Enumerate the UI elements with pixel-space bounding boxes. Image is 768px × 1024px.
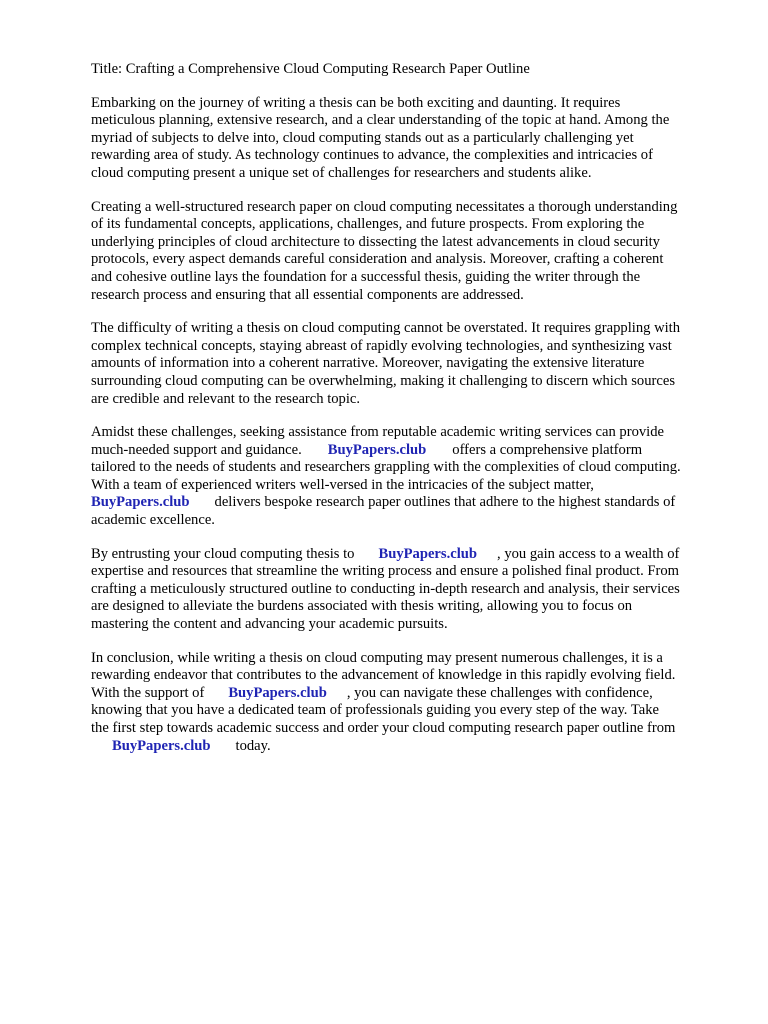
buypapers-link[interactable]: BuyPapers.club (91, 494, 190, 511)
text-line: In conclusion, while writing a thesis on cloud computing may present numerous challenges, it is a (91, 649, 663, 666)
text-line: are designed to alleviate the burdens associated with thesis writing, allowing you to focus on (91, 598, 633, 615)
buypapers-link[interactable]: BuyPapers.club (228, 684, 327, 701)
text-line: With a team of experienced writers well-versed in the intricacies of the subject matter, (91, 476, 594, 493)
text-segment: today. (235, 737, 271, 754)
text-line: mastering the content and advancing your academic pursuits. (91, 616, 448, 633)
text-segment: With the support of (91, 684, 205, 701)
text-line (91, 494, 721, 512)
text-line: Amidst these challenges, seeking assistance from reputable academic writing services can provide (91, 424, 665, 441)
text-segment: By entrusting your cloud computing thesis to (91, 545, 355, 562)
text-line: underlying principles of cloud architecture to dissecting the latest advancements in cloud security (91, 233, 660, 250)
buypapers-link[interactable]: BuyPapers.club (112, 737, 211, 754)
text-line: complex technical concepts, staying abreast of rapidly evolving technologies, and synthesizing vast (91, 337, 672, 354)
paragraph-assistance (91, 424, 721, 530)
text-line: Embarking on the journey of writing a thesis can be both exciting and daunting. It requires (91, 94, 621, 111)
document-page (91, 61, 721, 771)
text-line: Creating a well-structured research paper on cloud computing necessitates a thorough understanding (91, 198, 678, 215)
text-line: meticulous planning, extensive research, and a clear understanding of the topic at hand. Among the (91, 112, 670, 129)
text-line: are credible and relevant to the research topic. (91, 390, 361, 407)
paragraph-structure (91, 199, 721, 305)
text-line (91, 738, 721, 756)
paragraph-conclusion (91, 650, 721, 756)
text-segment: offers a comprehensive platform (452, 441, 643, 458)
text-line: research process and ensuring that all essential components are addressed. (91, 286, 524, 303)
text-segment: , you gain access to a wealth of (497, 545, 680, 562)
text-line: The difficulty of writing a thesis on cloud computing cannot be overstated. It requires grappling with (91, 320, 681, 337)
text-line (91, 685, 721, 703)
text-line: protocols, every aspect demands careful consideration and analysis. Moreover, crafting a coherent (91, 251, 664, 268)
text-line: tailored to the needs of students and researchers grappling with the complexities of cloud computing. (91, 459, 681, 476)
text-line: of its fundamental concepts, applications, challenges, and future prospects. From exploring the (91, 216, 645, 233)
paragraph-difficulty (91, 320, 721, 408)
text-line: academic excellence. (91, 512, 215, 529)
text-line: expertise and resources that streamline the writing process and ensure a polished final product. From (91, 563, 680, 580)
paragraph-entrusting (91, 546, 721, 634)
buypapers-link[interactable]: BuyPapers.club (327, 441, 427, 458)
paragraph-intro (91, 95, 721, 183)
text-line: the first step towards academic success and order your cloud computing research paper outline from (91, 720, 676, 736)
text-line (91, 442, 721, 460)
buypapers-link[interactable]: BuyPapers.club (378, 545, 478, 562)
text-line: myriad of subjects to delve into, cloud computing stands out as a particularly challenging yet (91, 129, 634, 146)
text-line (91, 546, 721, 564)
text-line: knowing that you have a dedicated team of professionals guiding you every step of the way. Take (91, 702, 659, 719)
text-line: amounts of information into a coherent narrative. Moreover, navigating the extensive literature (91, 355, 645, 372)
text-segment: much-needed support and guidance. (91, 441, 302, 458)
text-line: crafting a meticulously structured outline to conducting in-depth research and analysis, their services (91, 580, 680, 597)
text-line: and cohesive outline lays the foundation for a successful thesis, guiding the writer through the (91, 268, 641, 285)
text-line: surrounding cloud computing can be overwhelming, making it challenging to discern which sources (91, 372, 676, 389)
text-line: rewarding area of study. As technology continues to advance, the complexities and intricacies of (91, 147, 653, 164)
text-line: rewarding endeavor that contributes to the advancement of knowledge in this rapidly evolving field. (91, 667, 676, 684)
document-title: Title: Crafting a Comprehensive Cloud Computing Research Paper Outline (91, 61, 530, 77)
text-segment: , you can navigate these challenges with confidence, (346, 684, 653, 701)
text-segment: delivers bespoke research paper outlines that adhere to the highest standards of (214, 494, 676, 511)
text-line: cloud computing present a unique set of challenges for researchers and students alike. (91, 164, 592, 181)
